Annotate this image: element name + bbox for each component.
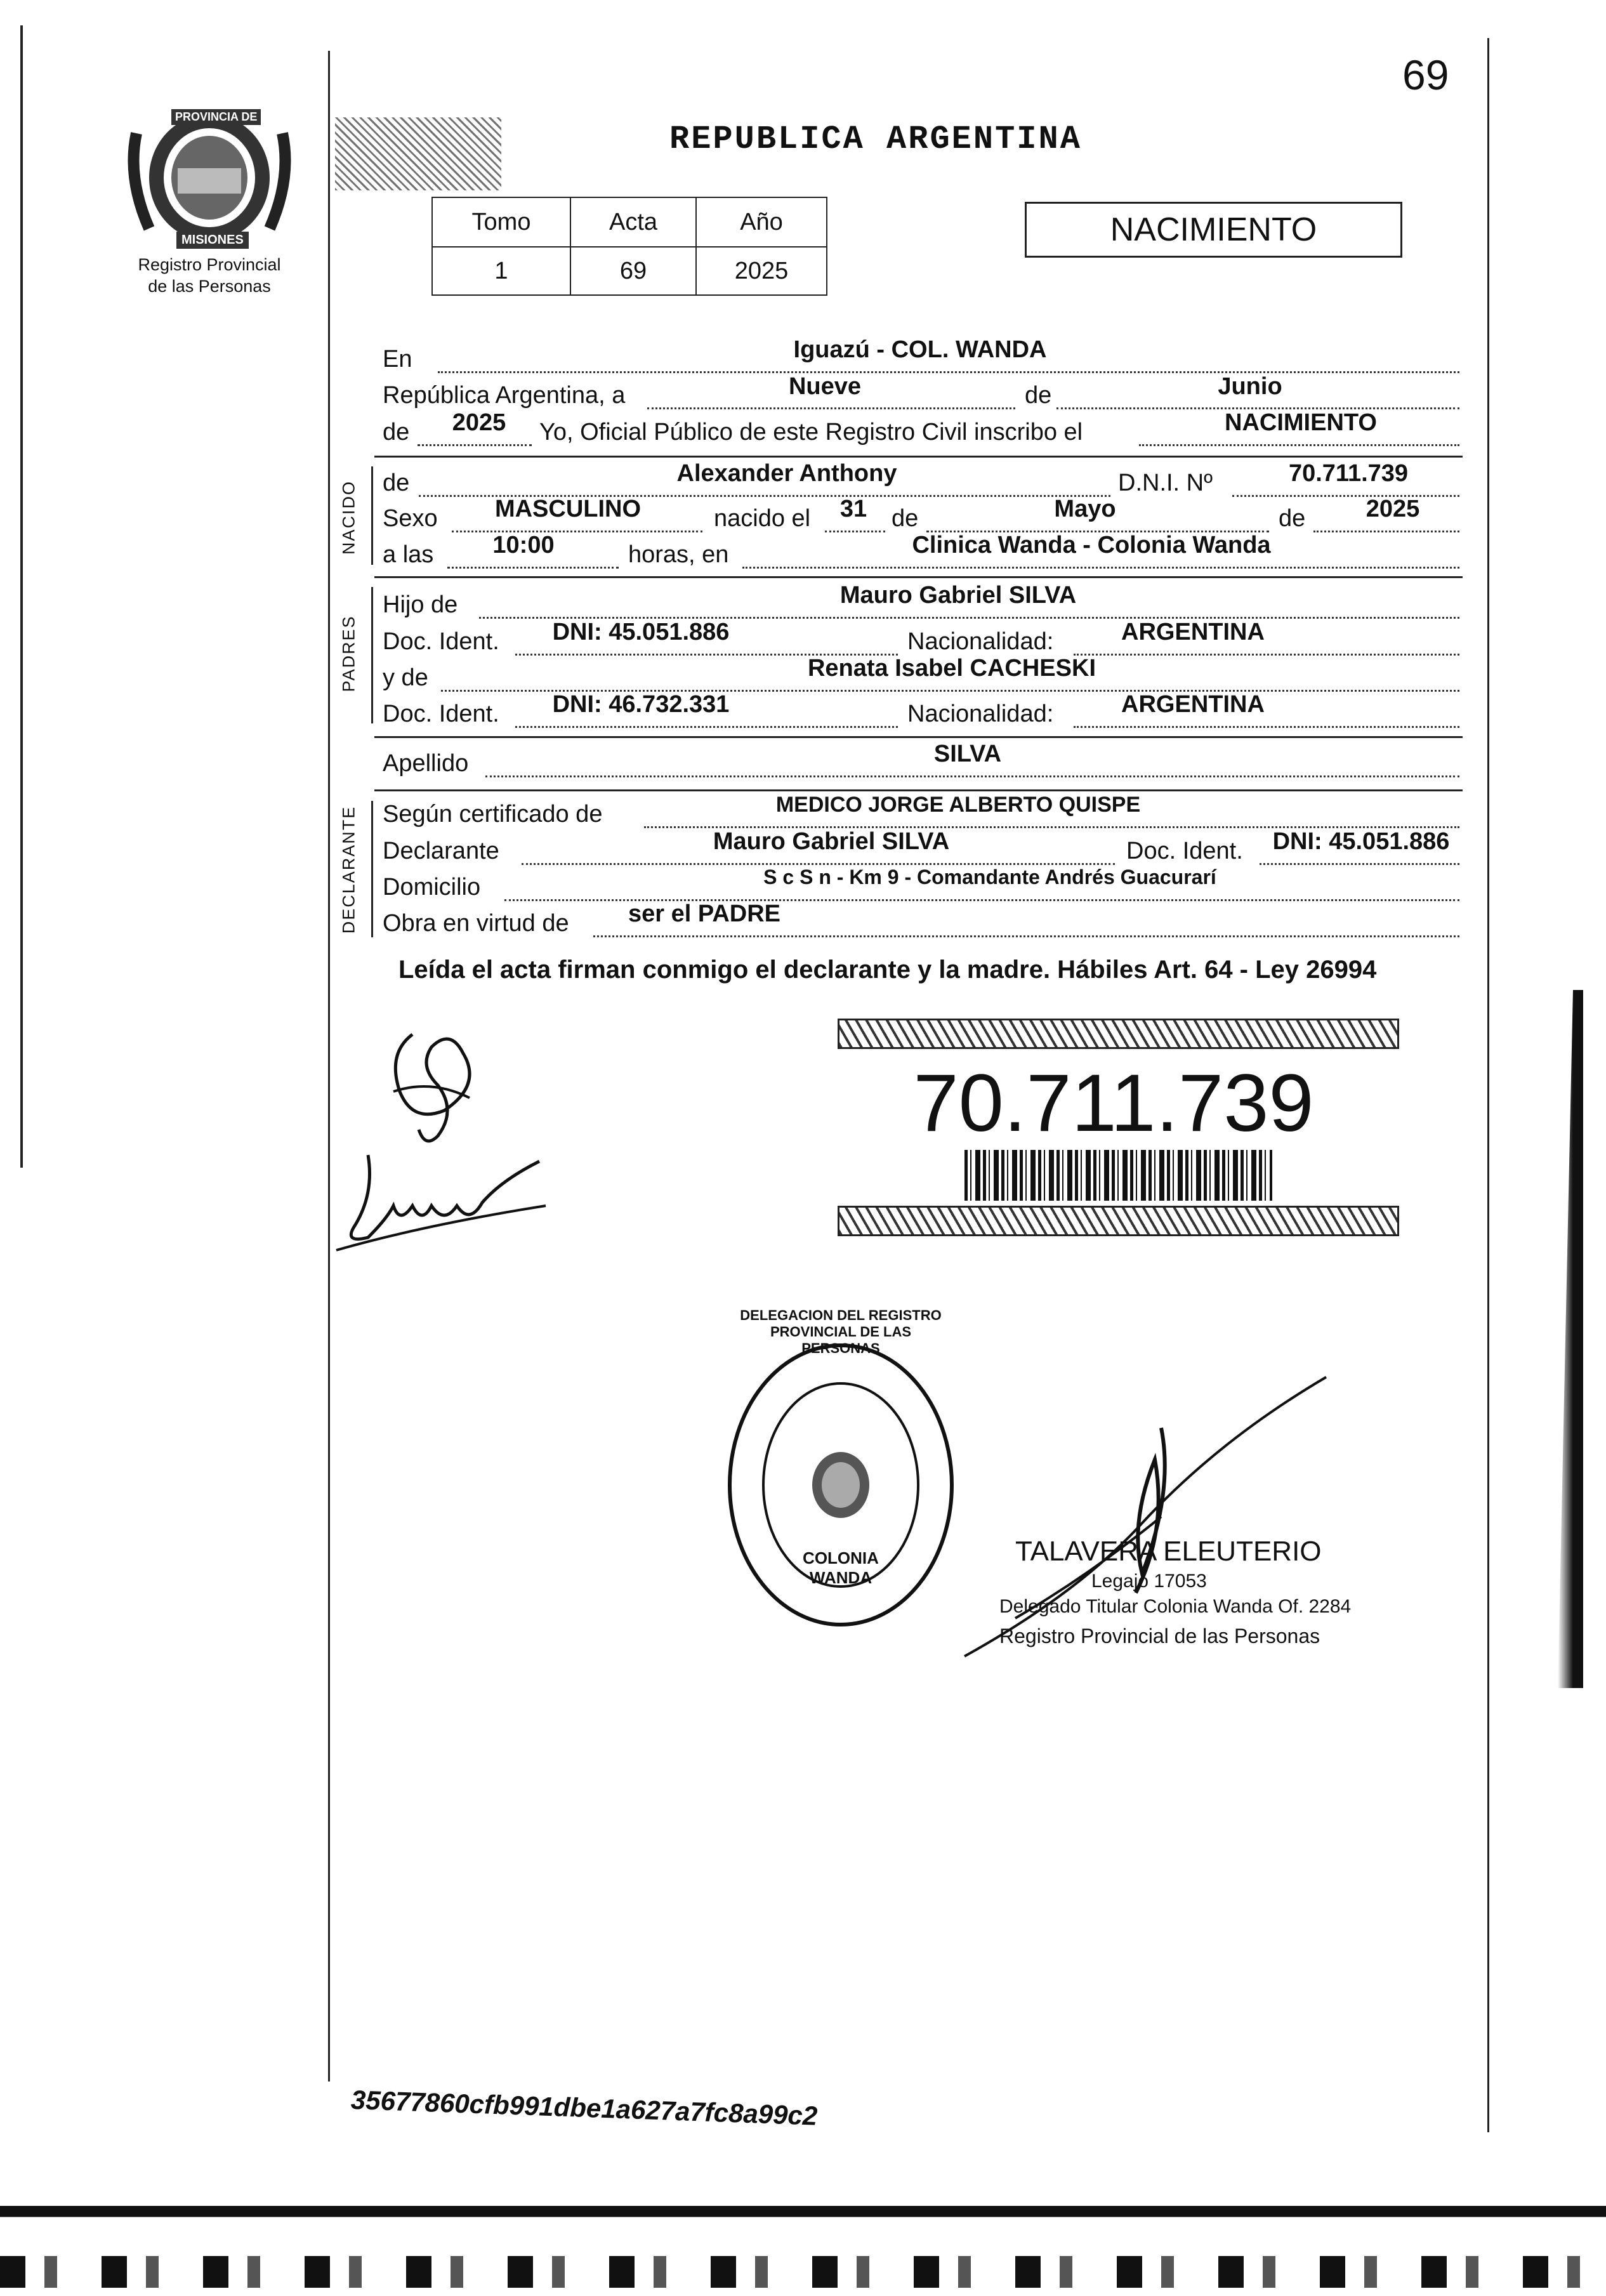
official-org: Registro Provincial de las Personas bbox=[999, 1625, 1320, 1647]
seal-inner-text: COLONIA WANDA bbox=[803, 1548, 879, 1587]
en-label: En bbox=[383, 346, 412, 373]
official-signature bbox=[952, 1364, 1345, 1669]
certificado-label: Según certificado de bbox=[383, 801, 603, 828]
left-margin-line bbox=[20, 25, 23, 1168]
mother-doc: DNI: 46.732.331 bbox=[552, 691, 730, 718]
domicilio-value: S c S n - Km 9 - Comandante Andrés Guacurarí bbox=[763, 866, 1216, 888]
security-strip-bottom bbox=[838, 1206, 1399, 1236]
page-number: 69 bbox=[1402, 51, 1449, 98]
hash-code: 35677860cfb991dbe1a627a7fc8a99c2 bbox=[350, 2085, 819, 2131]
en-value: Iguazú - COL. WANDA bbox=[793, 336, 1047, 363]
declarante-value: Mauro Gabriel SILVA bbox=[713, 828, 950, 855]
table-value-anio: 2025 bbox=[695, 246, 827, 296]
obra-label: Obra en virtud de bbox=[383, 910, 569, 937]
mother-nationality-label: Nacionalidad: bbox=[907, 701, 1054, 727]
certificado-value: MEDICO JORGE ALBERTO QUISPE bbox=[775, 793, 1141, 817]
scan-edge-bottom bbox=[0, 2193, 1606, 2237]
binding-line bbox=[328, 51, 330, 2082]
birth-day: 31 bbox=[839, 496, 867, 522]
sexo-value: MASCULINO bbox=[494, 496, 642, 522]
table-header-anio: Año bbox=[695, 197, 827, 247]
security-pattern bbox=[335, 117, 501, 190]
declarante-section-label: DECLARANTE bbox=[339, 805, 359, 934]
birth-month: Mayo bbox=[1054, 496, 1116, 522]
mother-doc-label: Doc. Ident. bbox=[383, 701, 499, 727]
obra-value: ser el PADRE bbox=[628, 901, 781, 927]
a-las-label: a las bbox=[383, 541, 434, 568]
father-doc-label: Doc. Ident. bbox=[383, 628, 499, 655]
inscribo-value: NACIMIENTO bbox=[1225, 409, 1377, 436]
birth-year: 2025 bbox=[1366, 496, 1420, 522]
domicilio-label: Domicilio bbox=[383, 874, 481, 901]
logo-ring-top: PROVINCIA DE bbox=[171, 109, 261, 125]
barcode bbox=[964, 1150, 1272, 1201]
month-value: Junio bbox=[1218, 373, 1282, 400]
nacido-de-label-3: de bbox=[1279, 505, 1306, 532]
seal-ring-text: DELEGACION DEL REGISTRO PROVINCIAL DE LAS PERSONAS bbox=[740, 1307, 942, 1356]
y-de-label: y de bbox=[383, 664, 428, 691]
birth-place: Clinica Wanda - Colonia Wanda bbox=[912, 532, 1271, 558]
table-header-acta: Acta bbox=[570, 197, 697, 247]
id-number-large: 70.711.739 bbox=[913, 1058, 1314, 1149]
republica-label: República Argentina, a bbox=[383, 382, 626, 409]
birth-hour: 10:00 bbox=[492, 532, 555, 558]
father-doc: DNI: 45.051.886 bbox=[552, 619, 730, 645]
country-title: REPUBLICA ARGENTINA bbox=[669, 121, 1082, 158]
table-header-tomo: Tomo bbox=[431, 197, 571, 247]
logo-ring-bottom: MISIONES bbox=[176, 232, 249, 249]
apellido-label: Apellido bbox=[383, 750, 469, 777]
scan-edge-bottom-2 bbox=[0, 2256, 1606, 2288]
record-type-box: NACIMIENTO bbox=[1025, 202, 1402, 258]
declarante-doc: DNI: 45.051.886 bbox=[1272, 828, 1450, 855]
right-margin-line bbox=[1487, 38, 1489, 2132]
de-label-2: de bbox=[383, 419, 410, 445]
dni-label: D.N.I. Nº bbox=[1118, 470, 1213, 496]
padres-section-label: PADRES bbox=[339, 615, 359, 692]
child-dni: 70.711.739 bbox=[1288, 460, 1409, 487]
official-legajo: Legajo 17053 bbox=[1091, 1571, 1207, 1592]
hijo-de-label: Hijo de bbox=[383, 591, 458, 618]
father-nationality-label: Nacionalidad: bbox=[907, 628, 1054, 655]
father-nationality: ARGENTINA bbox=[1121, 619, 1265, 645]
official-name: TALAVERA ELEUTERIO bbox=[1015, 1536, 1322, 1567]
logo-caption-2: de las Personas bbox=[148, 277, 271, 296]
father-name: Mauro Gabriel SILVA bbox=[839, 582, 1077, 609]
table-value-acta: 69 bbox=[570, 246, 697, 296]
year-value: 2025 bbox=[452, 409, 506, 436]
mother-signature bbox=[374, 1015, 514, 1155]
horas-en-label: horas, en bbox=[628, 541, 729, 568]
mother-nationality: ARGENTINA bbox=[1121, 691, 1265, 718]
logo-caption-1: Registro Provincial bbox=[138, 255, 281, 274]
security-strip-top bbox=[838, 1019, 1399, 1049]
apellido-value: SILVA bbox=[933, 741, 1002, 767]
inscribo-label: Yo, Oficial Público de este Registro Civil inscribo el bbox=[539, 419, 1083, 445]
declarante-doc-label: Doc. Ident. bbox=[1126, 838, 1243, 864]
declarante-label: Declarante bbox=[383, 838, 499, 864]
mother-name: Renata Isabel CACHESKI bbox=[807, 655, 1096, 682]
table-value-tomo: 1 bbox=[431, 246, 571, 296]
child-name: Alexander Anthony bbox=[676, 460, 897, 487]
sexo-label: Sexo bbox=[383, 505, 438, 532]
closing-text: Leída el acta firman conmigo el declarante y la madre. Hábiles Art. 64 - Ley 26994 bbox=[398, 956, 1377, 984]
nacido-de-label-2: de bbox=[892, 505, 919, 532]
day-value: Nueve bbox=[788, 373, 862, 400]
scan-edge-right bbox=[1558, 990, 1583, 1688]
official-cargo: Delegado Titular Colonia Wanda Of. 2284 bbox=[999, 1596, 1352, 1617]
nacido-de-label: de bbox=[383, 470, 410, 496]
nacido-section-label: NACIDO bbox=[339, 480, 359, 555]
de-label-1: de bbox=[1025, 382, 1052, 409]
nacido-el-label: nacido el bbox=[714, 505, 811, 532]
declarante-signature bbox=[330, 1142, 571, 1269]
